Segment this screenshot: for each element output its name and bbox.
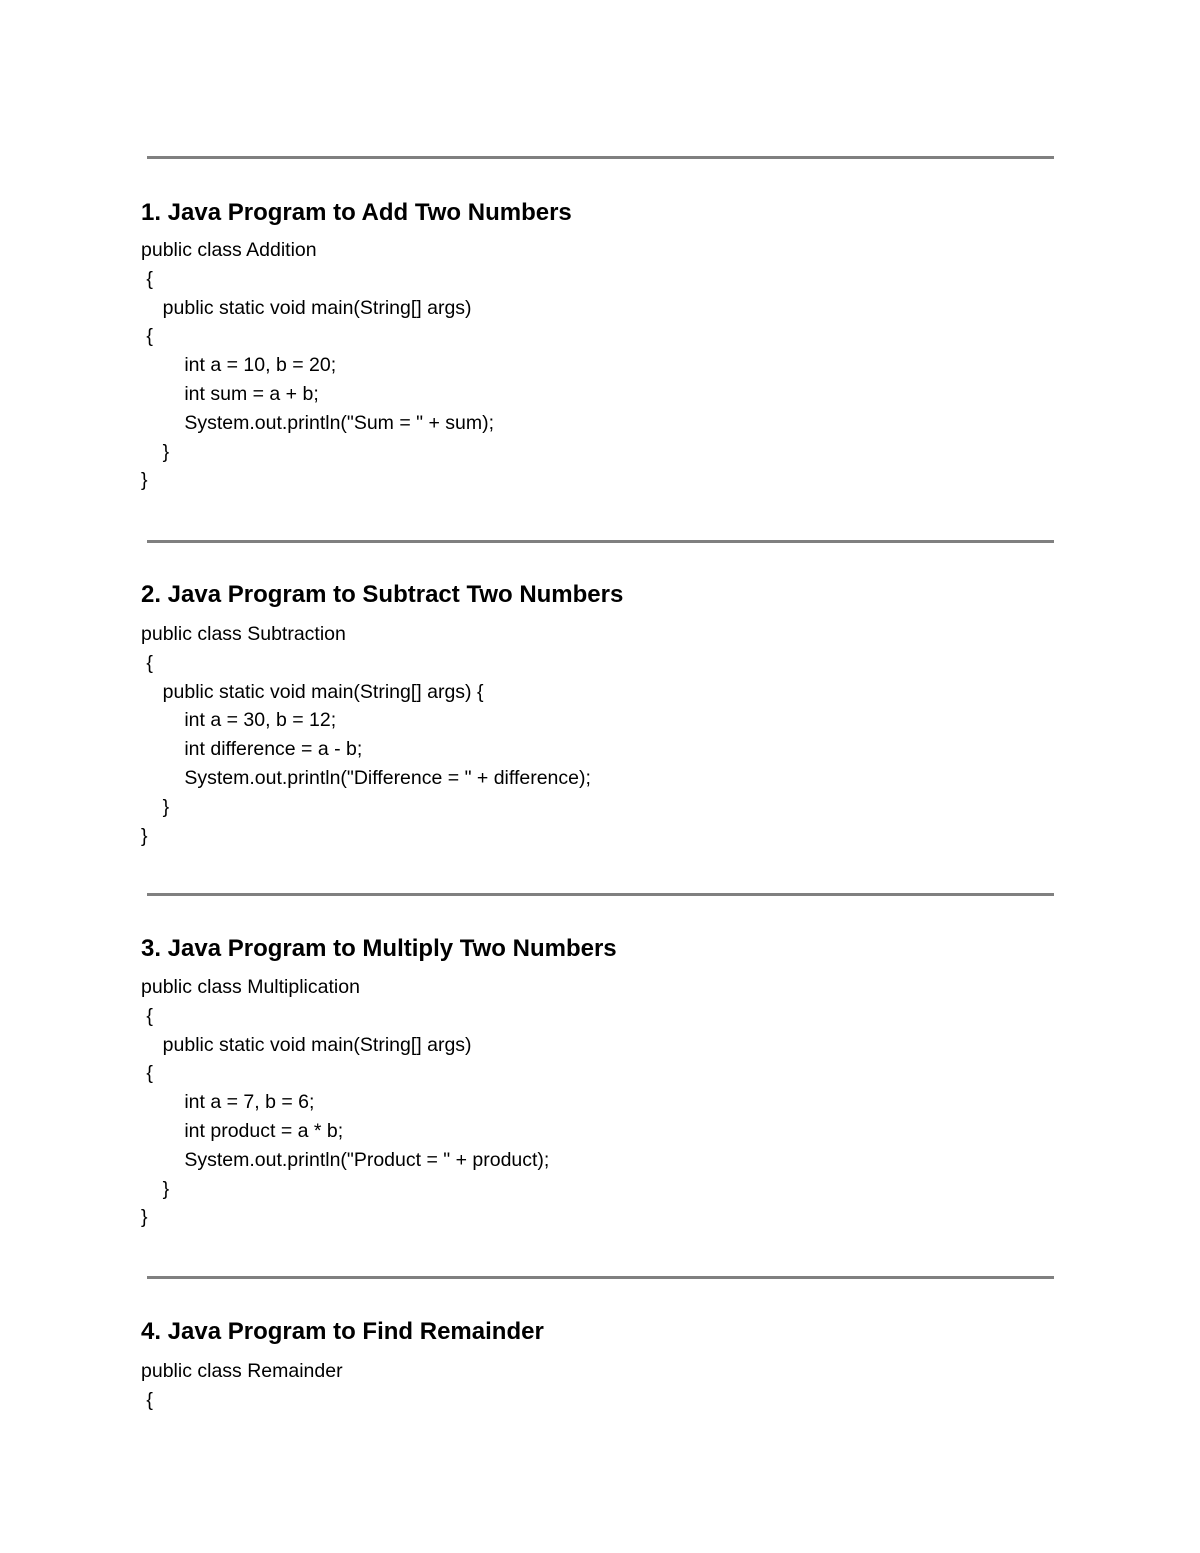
code-line: public static void main(String[] args): [141, 1033, 472, 1056]
code-line: {: [141, 651, 153, 674]
code-line: }: [141, 1206, 148, 1229]
code-line: {: [141, 325, 153, 348]
code-line: public class Subtraction: [141, 623, 346, 645]
code-line: }: [141, 1177, 170, 1200]
code-block: [141, 620, 591, 850]
code-line: int a = 7, b = 6;: [141, 1091, 315, 1114]
code-line: public class Remainder: [141, 1360, 343, 1382]
section-heading: 1. Java Program to Add Two Numbers: [141, 199, 572, 226]
section-divider: [147, 893, 1054, 896]
code-line: {: [141, 1388, 153, 1411]
section-divider: [147, 156, 1054, 159]
code-line: }: [141, 469, 148, 492]
section-heading: 4. Java Program to Find Remainder: [141, 1318, 544, 1345]
section-divider: [147, 1276, 1054, 1279]
code-line: int difference = a - b;: [141, 738, 363, 761]
code-line: System.out.println("Difference = " + difference);: [141, 766, 591, 789]
code-line: public class Addition: [141, 239, 317, 261]
code-line: {: [141, 1062, 153, 1085]
code-line: public static void main(String[] args) {: [141, 680, 484, 703]
code-line: }: [141, 795, 170, 818]
code-line: System.out.println("Sum = " + sum);: [141, 411, 495, 434]
section-heading: 3. Java Program to Multiply Two Numbers: [141, 935, 617, 962]
code-block: [141, 236, 494, 495]
code-line: {: [141, 1004, 153, 1027]
code-line: int a = 10, b = 20;: [141, 354, 337, 377]
code-line: int a = 30, b = 12;: [141, 709, 337, 732]
code-line: public static void main(String[] args): [141, 296, 472, 319]
section-divider: [147, 540, 1054, 543]
code-line: int product = a * b;: [141, 1119, 344, 1142]
code-line: public class Multiplication: [141, 976, 360, 998]
code-line: }: [141, 440, 170, 463]
code-line: System.out.println("Product = " + product);: [141, 1148, 550, 1171]
code-line: {: [141, 267, 153, 290]
code-block: [141, 1357, 343, 1415]
code-line: }: [141, 824, 148, 847]
section-heading: 2. Java Program to Subtract Two Numbers: [141, 581, 624, 608]
code-line: int sum = a + b;: [141, 382, 319, 405]
code-block: [141, 973, 549, 1232]
